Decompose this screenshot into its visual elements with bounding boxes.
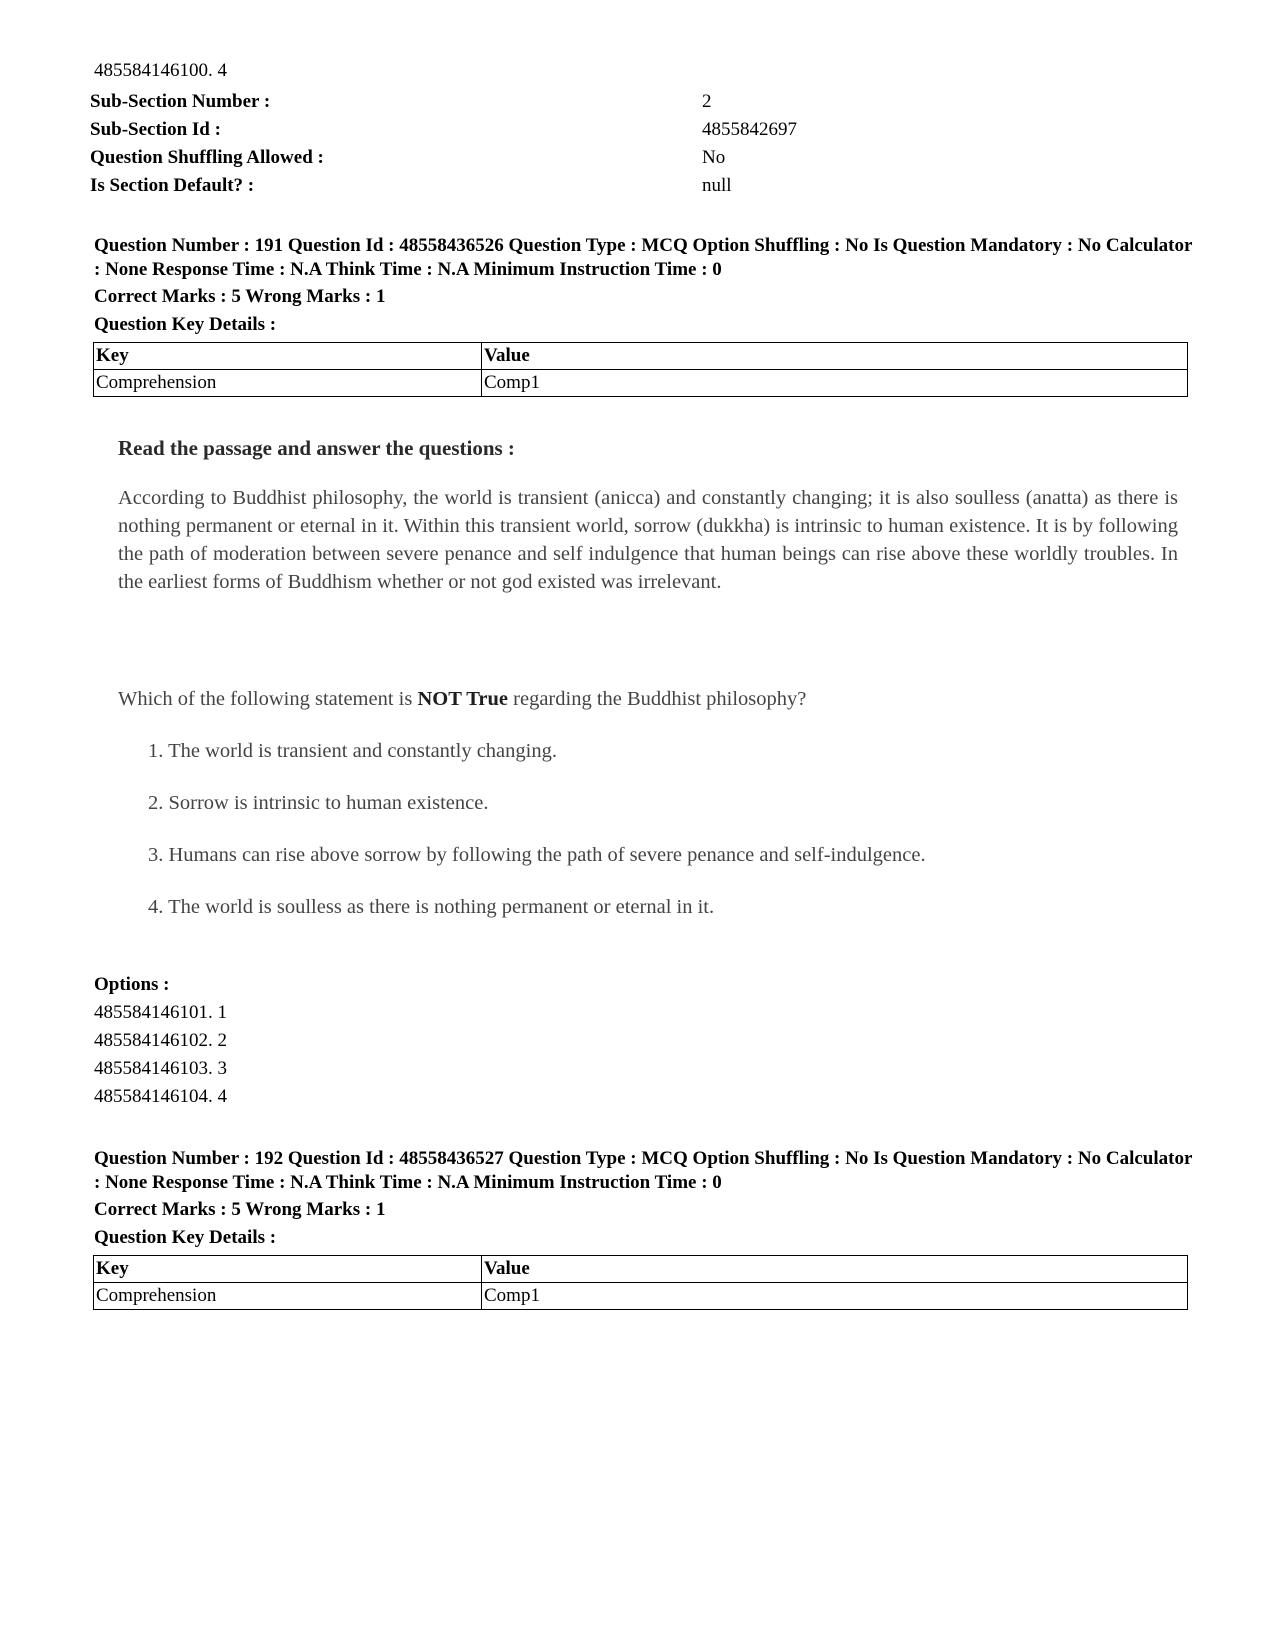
question-shuffling-label: Question Shuffling Allowed : bbox=[90, 147, 324, 168]
q191-key-details-label: Question Key Details : bbox=[94, 314, 277, 335]
table-row bbox=[94, 1283, 1188, 1310]
table-row bbox=[94, 370, 1188, 397]
subsection-number-value: 2 bbox=[702, 91, 712, 112]
section-default-value: null bbox=[702, 175, 732, 196]
q191-header: Question Number : 191 Question Id : 48558436526 Question Type : MCQ Option Shuffling : No Is Question Mandatory : No Calculator : None Response Time : N.A Think Time : N.A Minimum Instruction Time : 0 bbox=[94, 235, 1193, 280]
passage-question-emphasis: NOT True bbox=[417, 688, 509, 710]
subsection-id-value: 4855842697 bbox=[702, 119, 797, 140]
table-header-value: Value bbox=[482, 343, 1188, 370]
question-shuffling-row bbox=[90, 147, 850, 175]
q192-header: Question Number : 192 Question Id : 48558436527 Question Type : MCQ Option Shuffling : No Is Question Mandatory : No Calculator : None Response Time : N.A Think Time : N.A Minimum Instruction Time : 0 bbox=[94, 1148, 1193, 1193]
passage-choice: 2. Sorrow is intrinsic to human existence. bbox=[148, 792, 489, 814]
passage-question-prefix: Which of the following statement is bbox=[118, 688, 418, 710]
passage-choice: 3. Humans can rise above sorrow by following the path of severe penance and self-indulgence. bbox=[148, 844, 926, 866]
subsection-id-label: Sub-Section Id : bbox=[90, 119, 221, 140]
table-header-row bbox=[94, 343, 1188, 370]
option-line: 485584146101. 1 bbox=[94, 1002, 227, 1023]
table-cell-key: Comprehension bbox=[94, 370, 482, 397]
passage-question-suffix: regarding the Buddhist philosophy? bbox=[508, 688, 807, 710]
table-header-key: Key bbox=[94, 1256, 482, 1283]
q191-key-table bbox=[93, 342, 1188, 397]
option-line: 485584146103. 3 bbox=[94, 1058, 227, 1079]
q192-marks: Correct Marks : 5 Wrong Marks : 1 bbox=[94, 1199, 386, 1220]
passage-choice: 1. The world is transient and constantly changing. bbox=[148, 740, 557, 762]
subsection-id-row bbox=[90, 119, 850, 147]
previous-option-line: 485584146100. 4 bbox=[94, 60, 227, 81]
passage-title: Read the passage and answer the questions : bbox=[118, 436, 515, 460]
options-label: Options : bbox=[94, 974, 170, 995]
table-header-value: Value bbox=[482, 1256, 1188, 1283]
passage-choice: 4. The world is soulless as there is nothing permanent or eternal in it. bbox=[148, 896, 715, 918]
passage-question bbox=[118, 688, 806, 711]
table-header-key: Key bbox=[94, 343, 482, 370]
option-line: 485584146102. 2 bbox=[94, 1030, 227, 1051]
section-default-label: Is Section Default? : bbox=[90, 175, 255, 196]
subsection-number-row bbox=[90, 91, 850, 119]
option-line: 485584146104. 4 bbox=[94, 1086, 227, 1107]
table-cell-key: Comprehension bbox=[94, 1283, 482, 1310]
subsection-number-label: Sub-Section Number : bbox=[90, 91, 271, 112]
table-cell-value: Comp1 bbox=[482, 370, 1188, 397]
section-default-row bbox=[90, 175, 850, 203]
q192-key-table bbox=[93, 1255, 1188, 1310]
table-cell-value: Comp1 bbox=[482, 1283, 1188, 1310]
passage-text: According to Buddhist philosophy, the world is transient (anicca) and constantly changing; it is also soulless (anatta) as there is nothing permanent or eternal in it. Within this transient world, sorrow (dukkha) is intrinsic to human existence. It is by following the path of moderation between severe penance and self indulgence that human beings can rise above these worldly troubles. In the earliest forms of Buddhism whether or not god existed was irrelevant. bbox=[118, 487, 1178, 593]
passage-image bbox=[118, 436, 1188, 956]
question-shuffling-value: No bbox=[702, 147, 726, 168]
table-header-row bbox=[94, 1256, 1188, 1283]
q191-marks: Correct Marks : 5 Wrong Marks : 1 bbox=[94, 286, 386, 307]
q192-key-details-label: Question Key Details : bbox=[94, 1227, 277, 1248]
